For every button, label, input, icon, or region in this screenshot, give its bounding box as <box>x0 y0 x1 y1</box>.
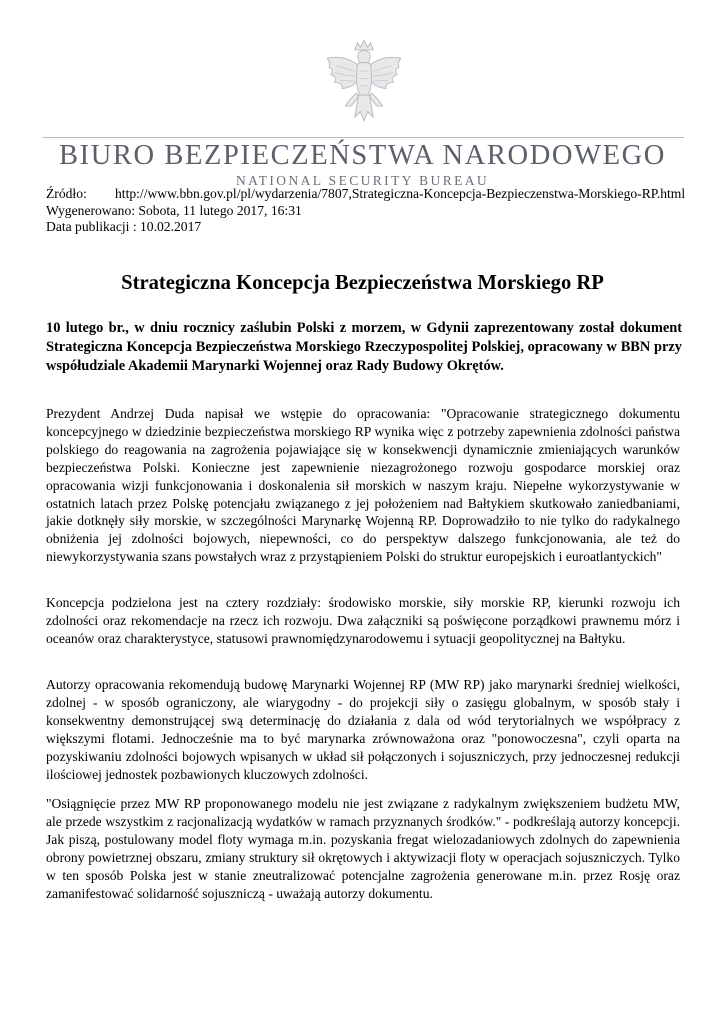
source-url: http://www.bbn.gov.pl/pl/wydarzenia/7807,Strategiczna-Koncepcja-Bezpieczenstwa-Morskiego-RP.html <box>115 186 686 201</box>
source-row <box>46 186 686 203</box>
article-paragraph: "Osiągnięcie przez MW RP proponowanego modelu nie jest związane z radykalnym zwiększeniem budżetu MW, ale przede wszystkim z racjonalizacją wydatków w ramach przyznanych środków." - podkreślają autorzy koncepcji. Jak piszą, postulowany model floty wymaga m.in. pozyskania fregat wielozadaniowych zdolnych do zapewnienia obrony powietrznej obszaru, zmiany struktury sił okrętowych i aktywizacji floty w operacjach sojuszniczych. Tylko w ten sposób Polska jest w stanie zneutralizować potencjalne zagrożenia generowane m.in. przez Rosję oraz zamanifestować solidarność sojuszniczą - uważają autorzy dokumentu. <box>46 796 680 901</box>
document-meta <box>46 186 686 236</box>
org-name: BIURO BEZPIECZEŃSTWA NARODOWEGO <box>59 140 666 171</box>
article-paragraph: Koncepcja podzielona jest na cztery rozdziały: środowisko morskie, siły morskie RP, kierunki rozwoju ich zdolności oraz rekomendacje na rzecz ich rozwoju. Dwa załączniki są poświęcone porządkowi prawnemu mórz i oceanów oraz charakterystyce, statusowi prawnomiędzynarodowemu i sytuacji geopolitycznej na Bałtyku. <box>46 595 680 646</box>
source-label: Źródło: <box>46 186 87 201</box>
article-title: Strategiczna Koncepcja Bezpieczeństwa Morskiego RP <box>121 272 604 294</box>
polish-eagle-icon <box>318 38 410 130</box>
publication-date: Data publikacji : 10.02.2017 <box>46 219 202 235</box>
generated-date: Wygenerowano: Sobota, 11 lutego 2017, 16:31 <box>46 202 302 218</box>
article-paragraph: Prezydent Andrzej Duda napisał we wstępie do opracowania: "Opracowanie strategicznego dokumentu koncepcyjnego w dziedzinie bezpieczeństwa morskiego RP wynika więc z potrzeby zapewnienia zdolności państwa polskiego do reagowania na zagrożenia pojawiające się w konsekwencji dynamicznie zmieniających warunków bezpieczeństwa Polski. Konieczne jest zapewnienie niezagrożonego rozwoju gospodarce morskiej oraz opracowania wizji funkcjonowania i doskonalenia sił morskich w naszym kraju. Niepełne wykorzystywanie w ostatnich latach przez Polskę potencjału związanego z jej położeniem nad Bałtykiem skutkowało zaniedbaniami, jakie dotknęły siły morskie, w szczególności Marynarkę Wojenną RP. Doprowadziło to nie tylko do radykalnego obniżenia jej zdolności bojowych, niepewności, co do perspektyw dalszego funkcjonowania, ale też do niewykorzystywania szans powstałych wraz z przystąpieniem Polski do struktur europejskich i euroatlantyckich" <box>46 406 680 565</box>
header-rule <box>42 137 684 138</box>
article-paragraph: Autorzy opracowania rekomendują budowę Marynarki Wojennej RP (MW RP) jako marynarki średniej wielkości, zdolnej - w sposób ograniczony, ale wiarygodny - do projekcji siły o zasięgu globalnym, w sposób stały i konsekwentny demonstrującej swą determinację do działania z dala od wód terytorialnych we współpracy z większymi flotami. Jednocześnie ma to być marynarka zrównoważona oraz "ponowoczesna", czyli oparta na pozyskiwaniu zdolności bojowych wpisanych w układ sił połączonych i sojuszniczych, przy jednoczesnej redukcji ilościowej jednostek pozbawionych kluczowych zdolności. <box>46 677 680 782</box>
article-lead: 10 lutego br., w dniu rocznicy zaślubin Polski z morzem, w Gdynii zaprezentowany został dokument Strategiczna Koncepcja Bezpieczeństwa Morskiego Rzeczypospolitej Polskiej, opracowany w BBN przy współudziale Akademii Marynarki Wojennej oraz Rady Budowy Okrętów. <box>46 320 682 375</box>
org-name-english: NATIONAL SECURITY BUREAU <box>235 173 490 188</box>
